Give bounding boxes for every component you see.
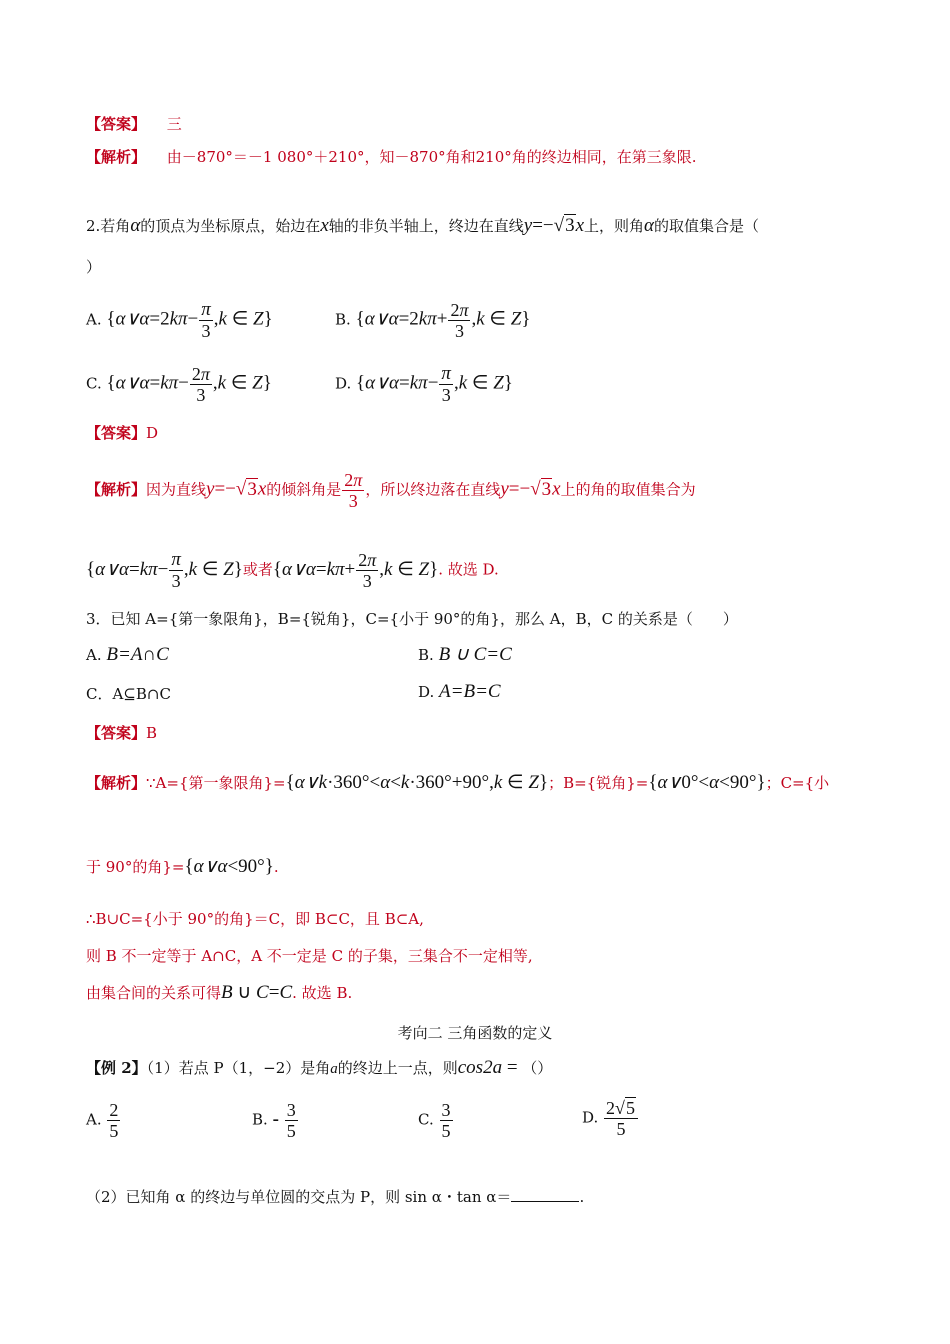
q2-option-d[interactable]: D. {α∨α=kπ− $\frac{\pi}{3}$ ,k ∈ Z} — [335, 363, 513, 405]
option-label: D. — [582, 1108, 599, 1127]
q2-stem: 2.若角α的顶点为坐标原点，始边在x轴的非负半轴上，终边在直线y=−√3x上，则角α的取值集合是（ — [86, 215, 760, 236]
q3-analysis-1: 【解析】∵A={第一象限角}={α∨k·360°<α<k·360°+90°,k ∈ Z}；B={锐角}={α∨0°<α<90°}；C={小 — [86, 772, 830, 793]
ex2-option-b[interactable]: B. - $\frac{3}{5}$ — [252, 1100, 296, 1141]
option-label: C. — [86, 374, 102, 393]
analysis-text: ；B={锐角}= — [548, 774, 649, 792]
example-text: （2）已知角 α 的终边与单位圆的交点为 P，则 sin α・tan α＝ — [86, 1188, 512, 1206]
analysis-line-1 — [86, 146, 697, 168]
q2-analysis-1: 【解析】因为直线y=−√3x的倾斜角是 $\frac{2\pi}{3}$ ，所以终边落在直线y=−√3x上的角的取值集合为 — [86, 470, 696, 511]
analysis-text: 或者 — [242, 560, 273, 579]
answer-text: 三 — [166, 115, 182, 133]
ex2-part2 — [86, 1186, 584, 1208]
analysis-text: . 故选 B. — [292, 984, 353, 1002]
q2-stem-close: ） — [86, 258, 102, 276]
analysis-text: . 故选 D. — [438, 560, 499, 579]
example-text: （） — [522, 1059, 553, 1077]
q3-option-a[interactable] — [86, 644, 169, 666]
ex2-option-d[interactable]: D. $\frac{2√5}{5}$ — [582, 1098, 639, 1139]
q2-stem-text: 上，则角 — [584, 217, 645, 235]
q3-analysis-2: 于 90°的角}={α∨α<90°}. — [86, 856, 279, 877]
answer-tag: 【答案】 — [86, 724, 147, 742]
analysis-text: ；C={小 — [765, 774, 830, 792]
answer-text: B — [146, 724, 158, 742]
option-math: B ∪ C=C — [438, 644, 512, 665]
option-label: B. — [418, 646, 434, 664]
option-label: A. — [86, 1110, 102, 1129]
q3-option-d[interactable] — [418, 681, 501, 703]
analysis-tag: 【解析】 — [86, 480, 147, 499]
option-label: D. — [335, 374, 352, 393]
q3-option-b[interactable] — [418, 644, 512, 666]
answer-tag: 【答案】 — [86, 424, 147, 442]
q3-option-c[interactable]: C．A⊆B∩C — [86, 685, 171, 703]
q2-stem-text: 轴的非负半轴上，终边在直线 — [328, 217, 524, 235]
option-label: D. — [418, 683, 435, 701]
answer-text: D — [146, 424, 159, 442]
option-math: A=B=C — [439, 681, 501, 702]
q3-stem: 3．已知 A={第一象限角}，B={锐角}，C={小于 90°的角}，那么 A，B，C 的关系是（ ） — [86, 610, 738, 628]
option-label: C. — [418, 1110, 434, 1129]
q2-stem-text: 的取值集合是（ — [654, 217, 760, 235]
q3-analysis-5: 由集合间的关系可得B ∪ C=C. 故选 B. — [86, 982, 353, 1003]
q2-option-b[interactable]: B. {α∨α=2kπ+ $\frac{2\pi}{3}$ ,k ∈ Z} — [335, 300, 531, 341]
q2-option-a[interactable]: A. {α∨α=2kπ− $\frac{\pi}{3}$ ,k ∈ Z} — [86, 299, 273, 341]
analysis-text: 因为直线 — [146, 480, 207, 499]
analysis-text: 于 90°的角}= — [86, 858, 185, 876]
option-label: B. — [252, 1110, 268, 1129]
q2-stem-text: 2.若角 — [86, 217, 131, 235]
q2-analysis-2: {α∨α=kπ− $\frac{\pi}{3}$ ,k ∈ Z}或者{α∨α=kπ+ $\frac{2\pi}{3}$ ,k ∈ Z}. 故选 D. — [86, 549, 499, 591]
example-text: （1）若点 P（1，−2）是角 — [146, 1059, 331, 1077]
section-title: 考向二 三角函数的定义 — [397, 1024, 553, 1042]
analysis-tag: 【解析】 — [86, 148, 147, 166]
option-label: A. — [86, 310, 102, 329]
option-label: A. — [86, 646, 102, 664]
example-text: 的终边上一点，则 — [337, 1059, 458, 1077]
q2-answer — [86, 422, 158, 444]
answer-tag: 【答案】 — [86, 115, 147, 133]
example-tag: 【例 2】 — [86, 1059, 147, 1077]
analysis-text: 上的角的取值集合为 — [560, 480, 696, 499]
answer-blank[interactable] — [511, 1187, 579, 1202]
analysis-text: ∵A={第一象限角}= — [146, 774, 286, 792]
option-math: B=A∩C — [106, 644, 169, 665]
option-label: B. — [335, 310, 351, 329]
analysis-text: 由－870°＝－1 080°＋210°，知－870°角和210°角的终边相同，在第三象限. — [166, 148, 697, 166]
q3-answer — [86, 722, 157, 744]
q2-option-c[interactable]: C. {α∨α=kπ− $\frac{2\pi}{3}$ ,k ∈ Z} — [86, 364, 272, 405]
analysis-text: ，所以终边落在直线 — [365, 480, 501, 499]
ex2-option-a[interactable]: A. $\frac{2}{5}$ — [86, 1100, 119, 1141]
q3-analysis-3: ∴B∪C={小于 90°的角}＝C，即 B⊂C，且 B⊂A, — [86, 910, 424, 928]
q2-stem-text: 的顶点为坐标原点，始边在 — [140, 217, 321, 235]
ex2-part1: 【例 2】（1）若点 P（1，−2）是角a的终边上一点，则cos2a = （） — [86, 1057, 553, 1078]
analysis-tag: 【解析】 — [86, 774, 147, 792]
answer-line-1 — [86, 113, 182, 135]
analysis-text: . — [273, 858, 279, 876]
ex2-option-c[interactable]: C. $\frac{3}{5}$ — [418, 1100, 451, 1141]
q3-analysis-4: 则 B 不一定等于 A∩C，A 不一定是 C 的子集，三集合不一定相等, — [86, 947, 533, 965]
analysis-text: 的倾斜角是 — [266, 480, 342, 499]
analysis-text: 由集合间的关系可得 — [86, 984, 222, 1002]
example-text: . — [579, 1188, 585, 1206]
